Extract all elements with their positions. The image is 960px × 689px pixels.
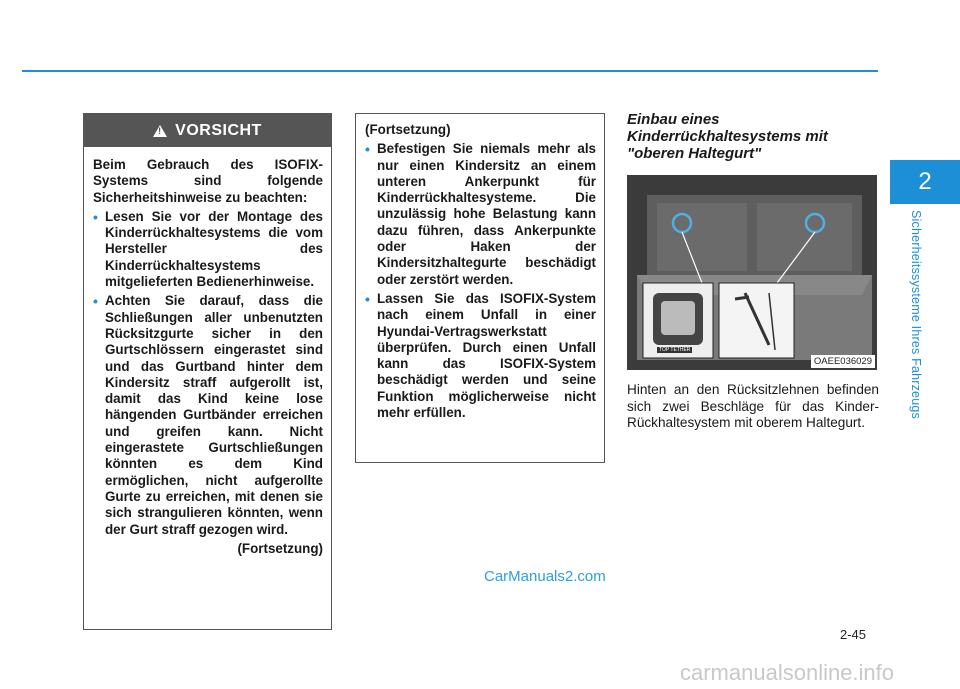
caution-bullet	[93, 209, 323, 290]
section-title: Einbau eines Kinderrückhaltesystems mit "oberen Haltegurt"	[627, 111, 828, 162]
cargo-area-figure	[627, 175, 877, 370]
continuation-body	[356, 114, 604, 421]
continuation-bullet	[365, 141, 596, 288]
continuation-label: (Fortsetzung)	[365, 122, 451, 137]
watermark-bottom[interactable]: carmanualsonline.info	[680, 660, 895, 685]
continuation-bullet	[365, 291, 596, 421]
chapter-title: Sicherheitssysteme Ihres Fahrzeugs	[909, 210, 923, 419]
bullet-dot-icon: •	[365, 141, 370, 158]
caution-intro: Beim Gebrauch des ISOFIX-Systems sind folgende Sicherheitshinweise zu beachten:	[93, 157, 323, 205]
continuation-box	[355, 113, 605, 463]
warning-triangle-icon	[153, 125, 167, 137]
chapter-tab	[890, 160, 960, 204]
chapter-number: 2	[918, 168, 932, 195]
bullet-dot-icon: •	[93, 293, 98, 310]
chapter-side-title	[909, 210, 927, 440]
figure-code: OAEE036029	[811, 355, 875, 368]
section-body: Hinten an den Rücksitzlehnen befinden sich zwei Beschläge für das Kinder-Rückhaltesystem mit oberem Haltegurt.	[627, 382, 879, 430]
continued-label: (Fortsetzung)	[237, 540, 323, 556]
bullet-dot-icon: •	[93, 208, 98, 225]
caution-bullet	[93, 293, 323, 537]
caution-box	[83, 113, 332, 630]
caution-bullet-text: Achten Sie darauf, dass die Schließungen aller unbenutzten Rücksitzgurte sicher in den Gurtschlössern eingerastet sind und das Gurtband hinter dem Kindersitz straff aufgerollt ist, damit das Kind keine lose hängenden Gurtbänder erreichen und greifen kann. Nicht eingerastete Gurtschließungen könnten es dem Kind ermöglichen, nicht aufgerollte Gurte zu erreichen, mit denen sie sich strangulieren könnten, wenn der Gurt straff gezogen wird.	[105, 293, 323, 537]
watermark-site[interactable]: CarManuals2.com	[484, 568, 606, 585]
caution-header	[84, 114, 331, 147]
caution-body	[84, 147, 331, 557]
figure-badge-text: TOP TETHER	[659, 347, 691, 353]
page-number: 2-45	[840, 627, 867, 642]
top-rule	[22, 70, 878, 72]
caution-header-text: VORSICHT	[175, 121, 262, 139]
continuation-bullet-text: Befestigen Sie niemals mehr als nur einen Kindersitz an einem unteren Ankerpunkt für Kinderrückhaltesysteme. Die unzulässig hohe Belastung kann dazu führen, dass Ankerpunkte oder Haken der Kindersitzhaltegurte beschädigt oder zerstört werden.	[377, 141, 596, 287]
continuation-bullet-text: Lassen Sie das ISOFIX-System nach einem Unfall in einer Hyundai-Vertragswerkstatt überprüfen. Durch einen Unfall kann das ISOFIX-System beschädigt werden und seine Funktion möglicherweise nicht mehr erfüllen.	[377, 290, 596, 421]
caution-bullet-text: Lesen Sie vor der Montage des Kinderrückhaltesystems die vom Hersteller des Kinderrückhaltesystems mitgelieferten Bedienerhinweise.	[105, 208, 323, 290]
bullet-dot-icon: •	[365, 290, 370, 307]
cargo-illustration	[627, 175, 877, 370]
